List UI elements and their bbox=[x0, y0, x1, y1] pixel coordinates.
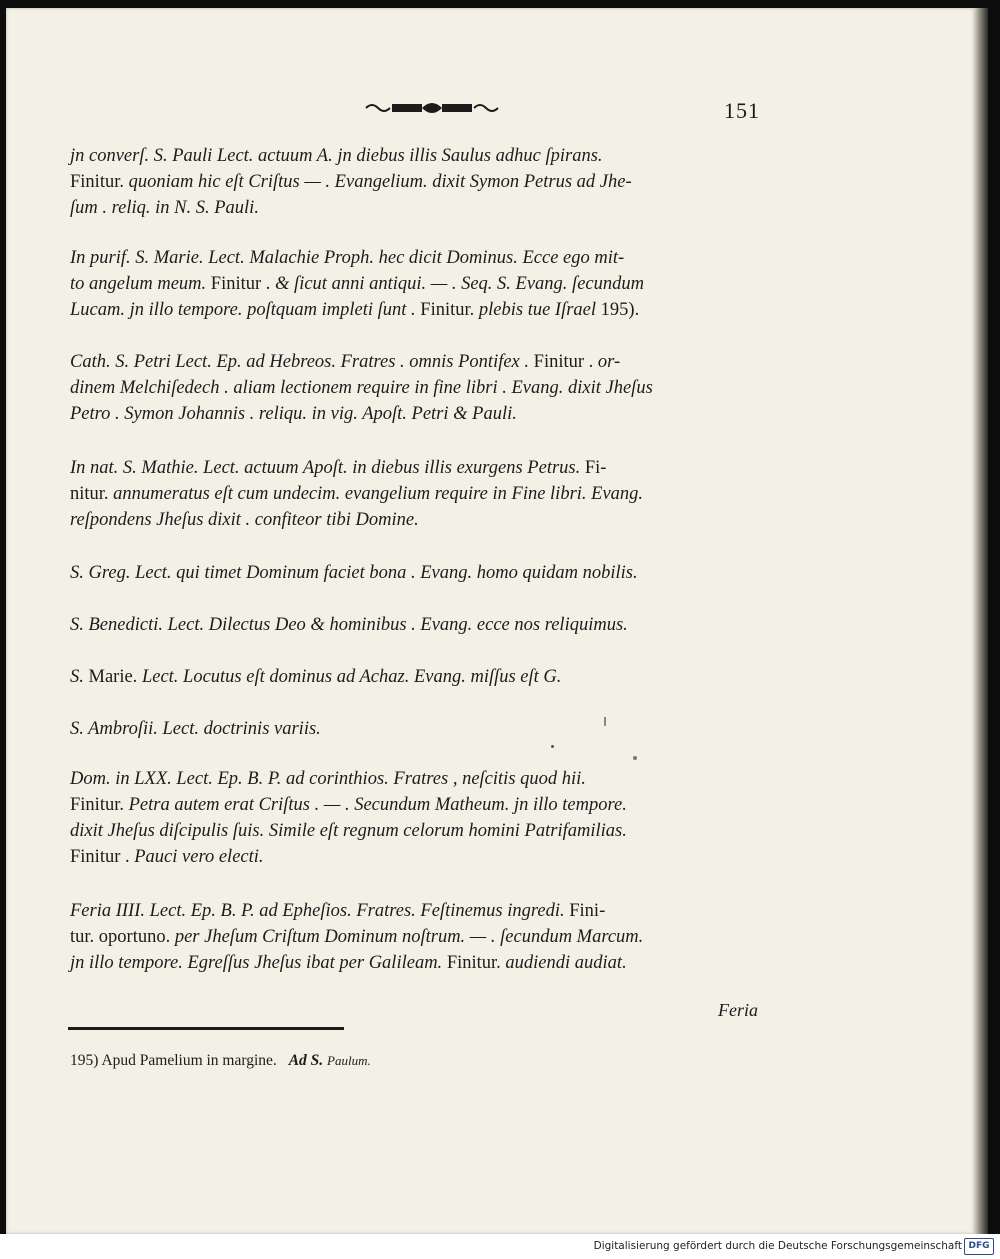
funding-banner-text: Digitalisierung gefördert durch die Deutsche Forschungsgemeinschaft bbox=[593, 1240, 962, 1252]
text-segment: ſum . reliq. in N. S. Pauli. bbox=[70, 198, 259, 218]
footnote-italic-small: Paulum. bbox=[327, 1053, 371, 1068]
text-line bbox=[70, 924, 782, 950]
text-segment: nitur. bbox=[70, 484, 114, 504]
text-line bbox=[70, 169, 782, 195]
text-segment: tur. oportuno. bbox=[70, 927, 175, 947]
text-line bbox=[70, 195, 782, 221]
entry-chair-peter bbox=[70, 349, 782, 427]
text-line bbox=[70, 375, 782, 401]
entry-benedict bbox=[70, 612, 782, 638]
text-line bbox=[70, 716, 782, 742]
text-line bbox=[70, 560, 782, 586]
paper-speck bbox=[633, 756, 637, 760]
text-segment: & ſicut anni antiqui. — . Seq. S. Evang. ſecundum bbox=[275, 274, 644, 294]
text-segment: jn illo tempore. Egreſſus Jheſus ibat per Galileam. bbox=[70, 953, 447, 973]
text-segment: Petro . Symon Johannis . reliqu. in vig. Apoſt. Petri & Pauli. bbox=[70, 404, 517, 424]
text-segment: S. Benedicti. Lect. Dilectus Deo & hominibus . Evang. ecce nos reliquimus. bbox=[70, 615, 628, 635]
text-segment: S. bbox=[70, 667, 89, 687]
page-number: 151 bbox=[724, 98, 760, 123]
text-segment: Finitur. bbox=[420, 300, 479, 320]
entry-ambrose bbox=[70, 716, 782, 742]
text-segment: Fini- bbox=[569, 901, 606, 921]
text-segment: Marie. bbox=[88, 667, 142, 687]
text-line bbox=[70, 898, 782, 924]
text-segment: 195). bbox=[600, 300, 640, 320]
text-segment: jn converſ. S. Pauli Lect. actuum A. jn diebus illis Saulus adhuc ſpirans. bbox=[70, 146, 603, 166]
text-line bbox=[70, 245, 782, 271]
header-ornament bbox=[364, 98, 500, 118]
text-segment: Fi- bbox=[584, 458, 607, 478]
text-segment: quoniam hic eſt Criſtus — . Evangelium. dixit Symon Petrus ad Jhe- bbox=[128, 172, 632, 192]
text-segment: annumeratus eſt cum undecim. evangelium require in Fine libri. Evang. bbox=[113, 484, 644, 504]
text-segment: In nat. S. Mathie. Lect. actuum Apoſt. in diebus illis exurgens Petrus. bbox=[70, 458, 585, 478]
catchword: Feria bbox=[718, 1000, 758, 1020]
text-segment: to angelum meum. bbox=[70, 274, 211, 294]
entry-purification-mary bbox=[70, 245, 782, 323]
page-edge bbox=[974, 8, 988, 1234]
text-line bbox=[70, 349, 782, 375]
footnote-text: Apud Pamelium in margine. bbox=[101, 1052, 277, 1069]
paper-speck bbox=[551, 745, 554, 748]
entry-conversion-paul bbox=[70, 143, 782, 221]
text-line bbox=[70, 143, 782, 169]
text-line bbox=[70, 297, 782, 323]
entry-mary bbox=[70, 664, 782, 690]
text-line bbox=[70, 481, 782, 507]
footnote bbox=[70, 1052, 371, 1070]
text-segment: Finitur. bbox=[446, 953, 506, 973]
paper-speck bbox=[604, 717, 606, 726]
text-segment: dinem Melchiſedech . aliam lectionem require in fine libri . Evang. dixit Jheſus bbox=[70, 378, 653, 398]
text-segment: dixit Jheſus diſcipulis ſuis. Simile eſt regnum celorum homini Patrifamilias. bbox=[70, 821, 627, 841]
text-line bbox=[70, 766, 782, 792]
text-segment: Finitur. bbox=[70, 172, 129, 192]
entry-feria-iiii bbox=[70, 898, 782, 976]
footnote-rule bbox=[68, 1027, 344, 1030]
entry-matthias bbox=[70, 455, 782, 533]
text-segment: Lucam. jn illo tempore. poſtquam impleti ſunt . bbox=[70, 300, 421, 320]
text-segment: S. Greg. Lect. qui timet Dominum faciet bona . Evang. homo quidam nobilis. bbox=[70, 563, 638, 583]
text-segment: Feria IIII. Lect. Ep. B. P. ad Epheſios. Fratres. Feſtinemus ingredi. bbox=[70, 901, 570, 921]
text-segment: Pauci vero electi. bbox=[134, 847, 264, 867]
text-segment: Petra autem erat Criſtus . — . Secundum Matheum. jn illo tempore. bbox=[128, 795, 627, 815]
text-segment: or- bbox=[597, 352, 621, 372]
funding-banner bbox=[0, 1234, 1000, 1259]
text-line bbox=[70, 844, 782, 870]
text-line bbox=[70, 612, 782, 638]
text-segment: Finitur . bbox=[210, 274, 276, 294]
text-segment: Dom. in LXX. Lect. Ep. B. P. ad corinthios. Fratres , neſcitis quod hii. bbox=[70, 769, 586, 789]
footnote-number: 195) bbox=[70, 1052, 99, 1069]
text-segment: per Jheſum Criſtum Dominum noſtrum. — . ſecundum Marcum. bbox=[174, 927, 644, 947]
text-line bbox=[70, 401, 782, 427]
text-segment: Finitur . bbox=[70, 847, 135, 867]
text-line bbox=[70, 950, 782, 976]
dfg-logo-icon: DFG bbox=[964, 1238, 994, 1255]
text-segment: Finitur. bbox=[70, 795, 129, 815]
entry-septuagesima bbox=[70, 766, 782, 870]
footnote-italic: Ad S. bbox=[288, 1052, 324, 1069]
text-line bbox=[70, 271, 782, 297]
text-segment: Lect. Locutus eſt dominus ad Achaz. Evang. miſſus eſt G. bbox=[141, 667, 562, 687]
text-line bbox=[70, 507, 782, 533]
text-segment: plebis tue Iſrael bbox=[478, 300, 601, 320]
entry-gregory bbox=[70, 560, 782, 586]
text-line bbox=[70, 664, 782, 690]
text-segment: audiendi audiat. bbox=[505, 953, 627, 973]
text-line bbox=[70, 818, 782, 844]
text-line bbox=[70, 455, 782, 481]
text-segment: reſpondens Jheſus dixit . confiteor tibi Domine. bbox=[70, 510, 419, 530]
text-segment: Cath. S. Petri Lect. Ep. ad Hebreos. Fratres . omnis Pontifex . bbox=[70, 352, 534, 372]
text-segment: S. Ambroſii. Lect. doctrinis variis. bbox=[70, 719, 321, 739]
text-segment: In purif. S. Marie. Lect. Malachie Proph. hec dicit Dominus. Ecce ego mit- bbox=[70, 248, 625, 268]
text-line bbox=[70, 792, 782, 818]
text-segment: Finitur . bbox=[533, 352, 598, 372]
